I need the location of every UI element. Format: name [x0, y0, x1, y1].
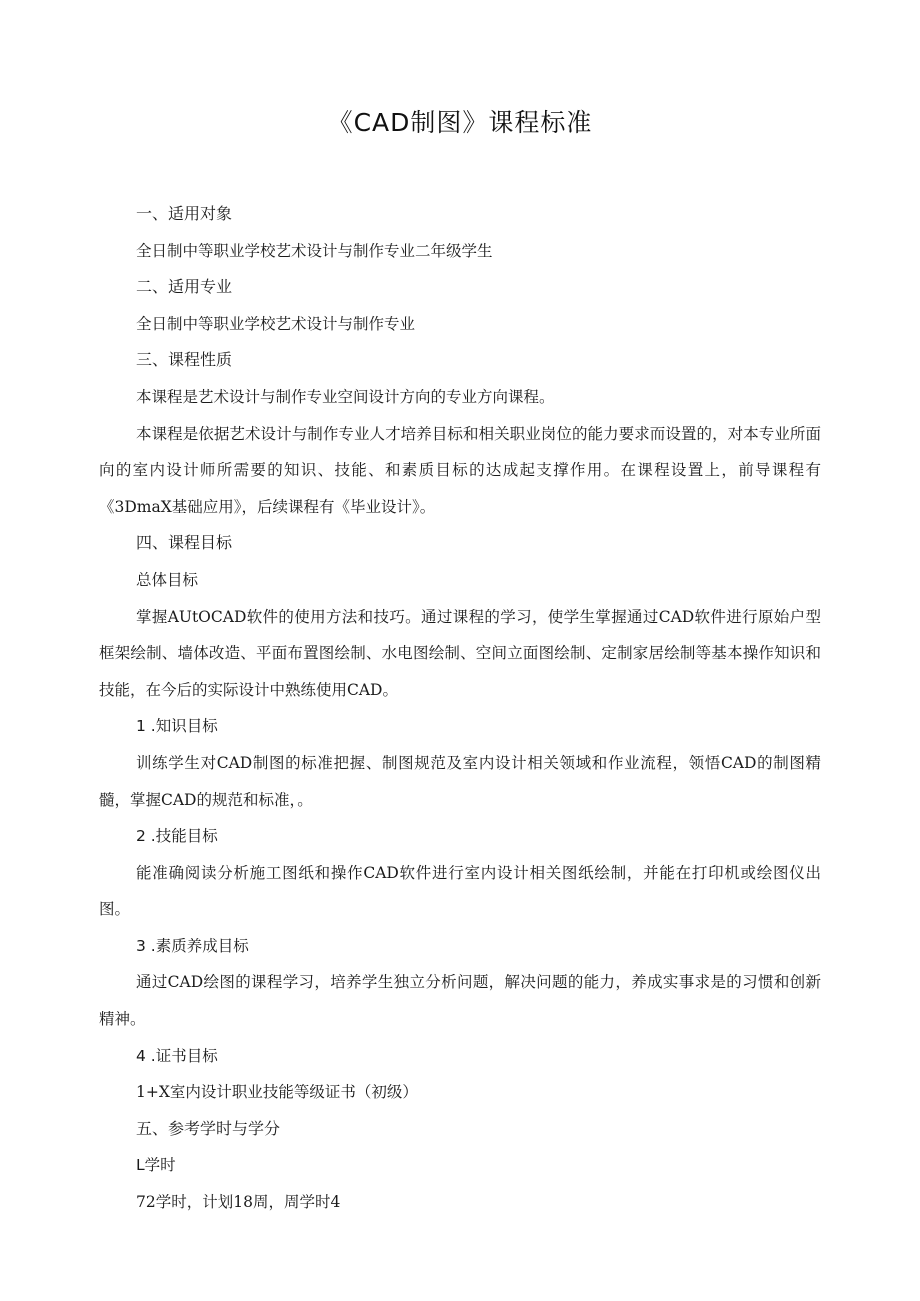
- section-heading-hours-credits: 五、参考学时与学分: [136, 1118, 281, 1138]
- paragraph-overall-objective: 掌握AUtOCAD软件的使用方法和技巧。通过课程的学习，使学生掌握通过CAD软件进行原始户型框架绘制、墙体改造、平面布置图绘制、水电图绘制、空间立面图绘制、定制家居绘制等基本操作知识和技能，在今后的实际设计中熟练使用CAD。: [99, 607, 821, 699]
- paragraph-course-nature-1: 本课程是艺术设计与制作专业空间设计方向的专业方向课程。: [136, 387, 555, 406]
- subheading-certificate-objective: 4 .证书目标: [136, 1046, 218, 1065]
- paragraph-certificate-objective: 1+X室内设计职业技能等级证书（初级）: [136, 1083, 418, 1102]
- subheading-skill-objective: 2 .技能目标: [136, 827, 218, 846]
- paragraph-skill-objective: 能准确阅读分析施工图纸和操作CAD软件进行室内设计相关图纸绘制，并能在打印机或绘图仪出图。: [99, 863, 821, 919]
- paragraph-quality-objective: 通过CAD绘图的课程学习，培养学生独立分析问题，解决问题的能力，养成实事求是的习惯和创新精神。: [99, 973, 821, 1029]
- subheading-class-hours: L学时: [136, 1156, 176, 1175]
- section-heading-applicable-major: 二、适用专业: [136, 277, 233, 297]
- paragraph-course-nature-2: 本课程是依据艺术设计与制作专业人才培养目标和相关职业岗位的能力要求而设置的，对本专业所面向的室内设计师所需要的知识、技能、和素质目标的达成起支撑作用。在课程设置上，前导课程有《3DmaX基础应用》，后续课程有《毕业设计》。: [99, 424, 821, 516]
- section-heading-course-nature: 三、课程性质: [136, 350, 233, 370]
- paragraph-target-audience: 全日制中等职业学校艺术设计与制作专业二年级学生: [136, 241, 493, 260]
- document-body: [99, 196, 821, 1221]
- subheading-knowledge-objective: 1 .知识目标: [136, 717, 218, 736]
- subheading-quality-objective: 3 .素质养成目标: [136, 936, 249, 955]
- subheading-overall-objective: 总体目标: [136, 570, 199, 589]
- section-heading-target-audience: 一、适用对象: [136, 204, 233, 223]
- paragraph-applicable-major: 全日制中等职业学校艺术设计与制作专业: [136, 314, 416, 333]
- document-title: 《CAD制图》课程标准: [327, 108, 593, 137]
- section-heading-course-objectives: 四、课程目标: [136, 533, 233, 553]
- paragraph-knowledge-objective: 训练学生对CAD制图的标准把握、制图规范及室内设计相关领域和作业流程，领悟CAD的制图精髓，掌握CAD的规范和标准，。: [99, 753, 821, 809]
- paragraph-class-hours: 72学时，计划18周，周学时4: [136, 1193, 341, 1212]
